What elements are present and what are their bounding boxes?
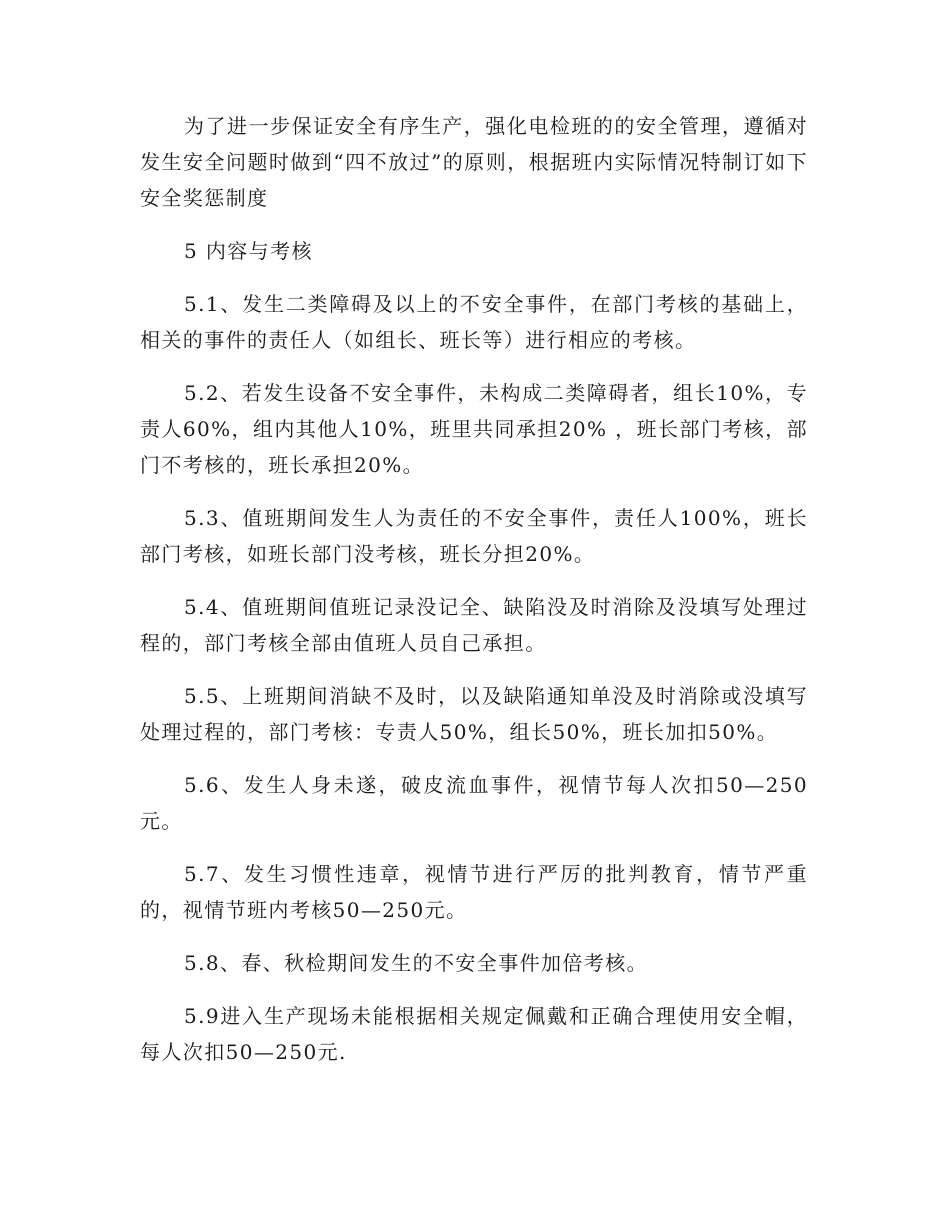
clause-5-5: 5.5、上班期间消缺不及时，以及缺陷通知单没及时消除或没填写处理过程的，部门考核：专责人50%，组长50%，班长加扣50%。: [140, 684, 808, 744]
clause-5-7: 5.7、发生习惯性违章，视情节进行严厉的批判教育，情节严重的，视情节班内考核50—250元。: [140, 862, 808, 922]
clause-5-2: 5.2、若发生设备不安全事件，未构成二类障碍者，组长10%，专责人60%，组内其他人10%，班里共同承担20% ，班长部门考核，部门不考核的，班长承担20%。: [140, 381, 808, 477]
section-heading: 5 内容与考核: [184, 239, 313, 263]
clause-5-4: 5.4、值班期间值班记录没记全、缺陷没及时消除及没填写处理过程的，部门考核全部由值班人员自己承担。: [140, 595, 808, 655]
clause-5-3: 5.3、值班期间发生人为责任的不安全事件，责任人100%，班长部门考核，如班长部门没考核，班长分担20%。: [140, 506, 808, 566]
clause-5-6: 5.6、发生人身未遂，破皮流血事件，视情节每人次扣50—250元。: [140, 773, 808, 833]
document-page: [140, 108, 808, 1087]
clause-5-1: 5.1、发生二类障碍及以上的不安全事件，在部门考核的基础上，相关的事件的责任人（如组长、班长等）进行相应的考核。: [140, 292, 808, 352]
intro-paragraph: 为了进一步保证安全有序生产，强化电检班的的安全管理，遵循对发生安全问题时做到“四不放过”的原则，根据班内实际情况特制订如下安全奖惩制度: [140, 114, 808, 210]
clause-5-8: 5.8、春、秋检期间发生的不安全事件加倍考核。: [184, 951, 649, 975]
clause-5-9: 5.9进入生产现场未能根据相关规定佩戴和正确合理使用安全帽，每人次扣50—250元.: [140, 1004, 808, 1064]
